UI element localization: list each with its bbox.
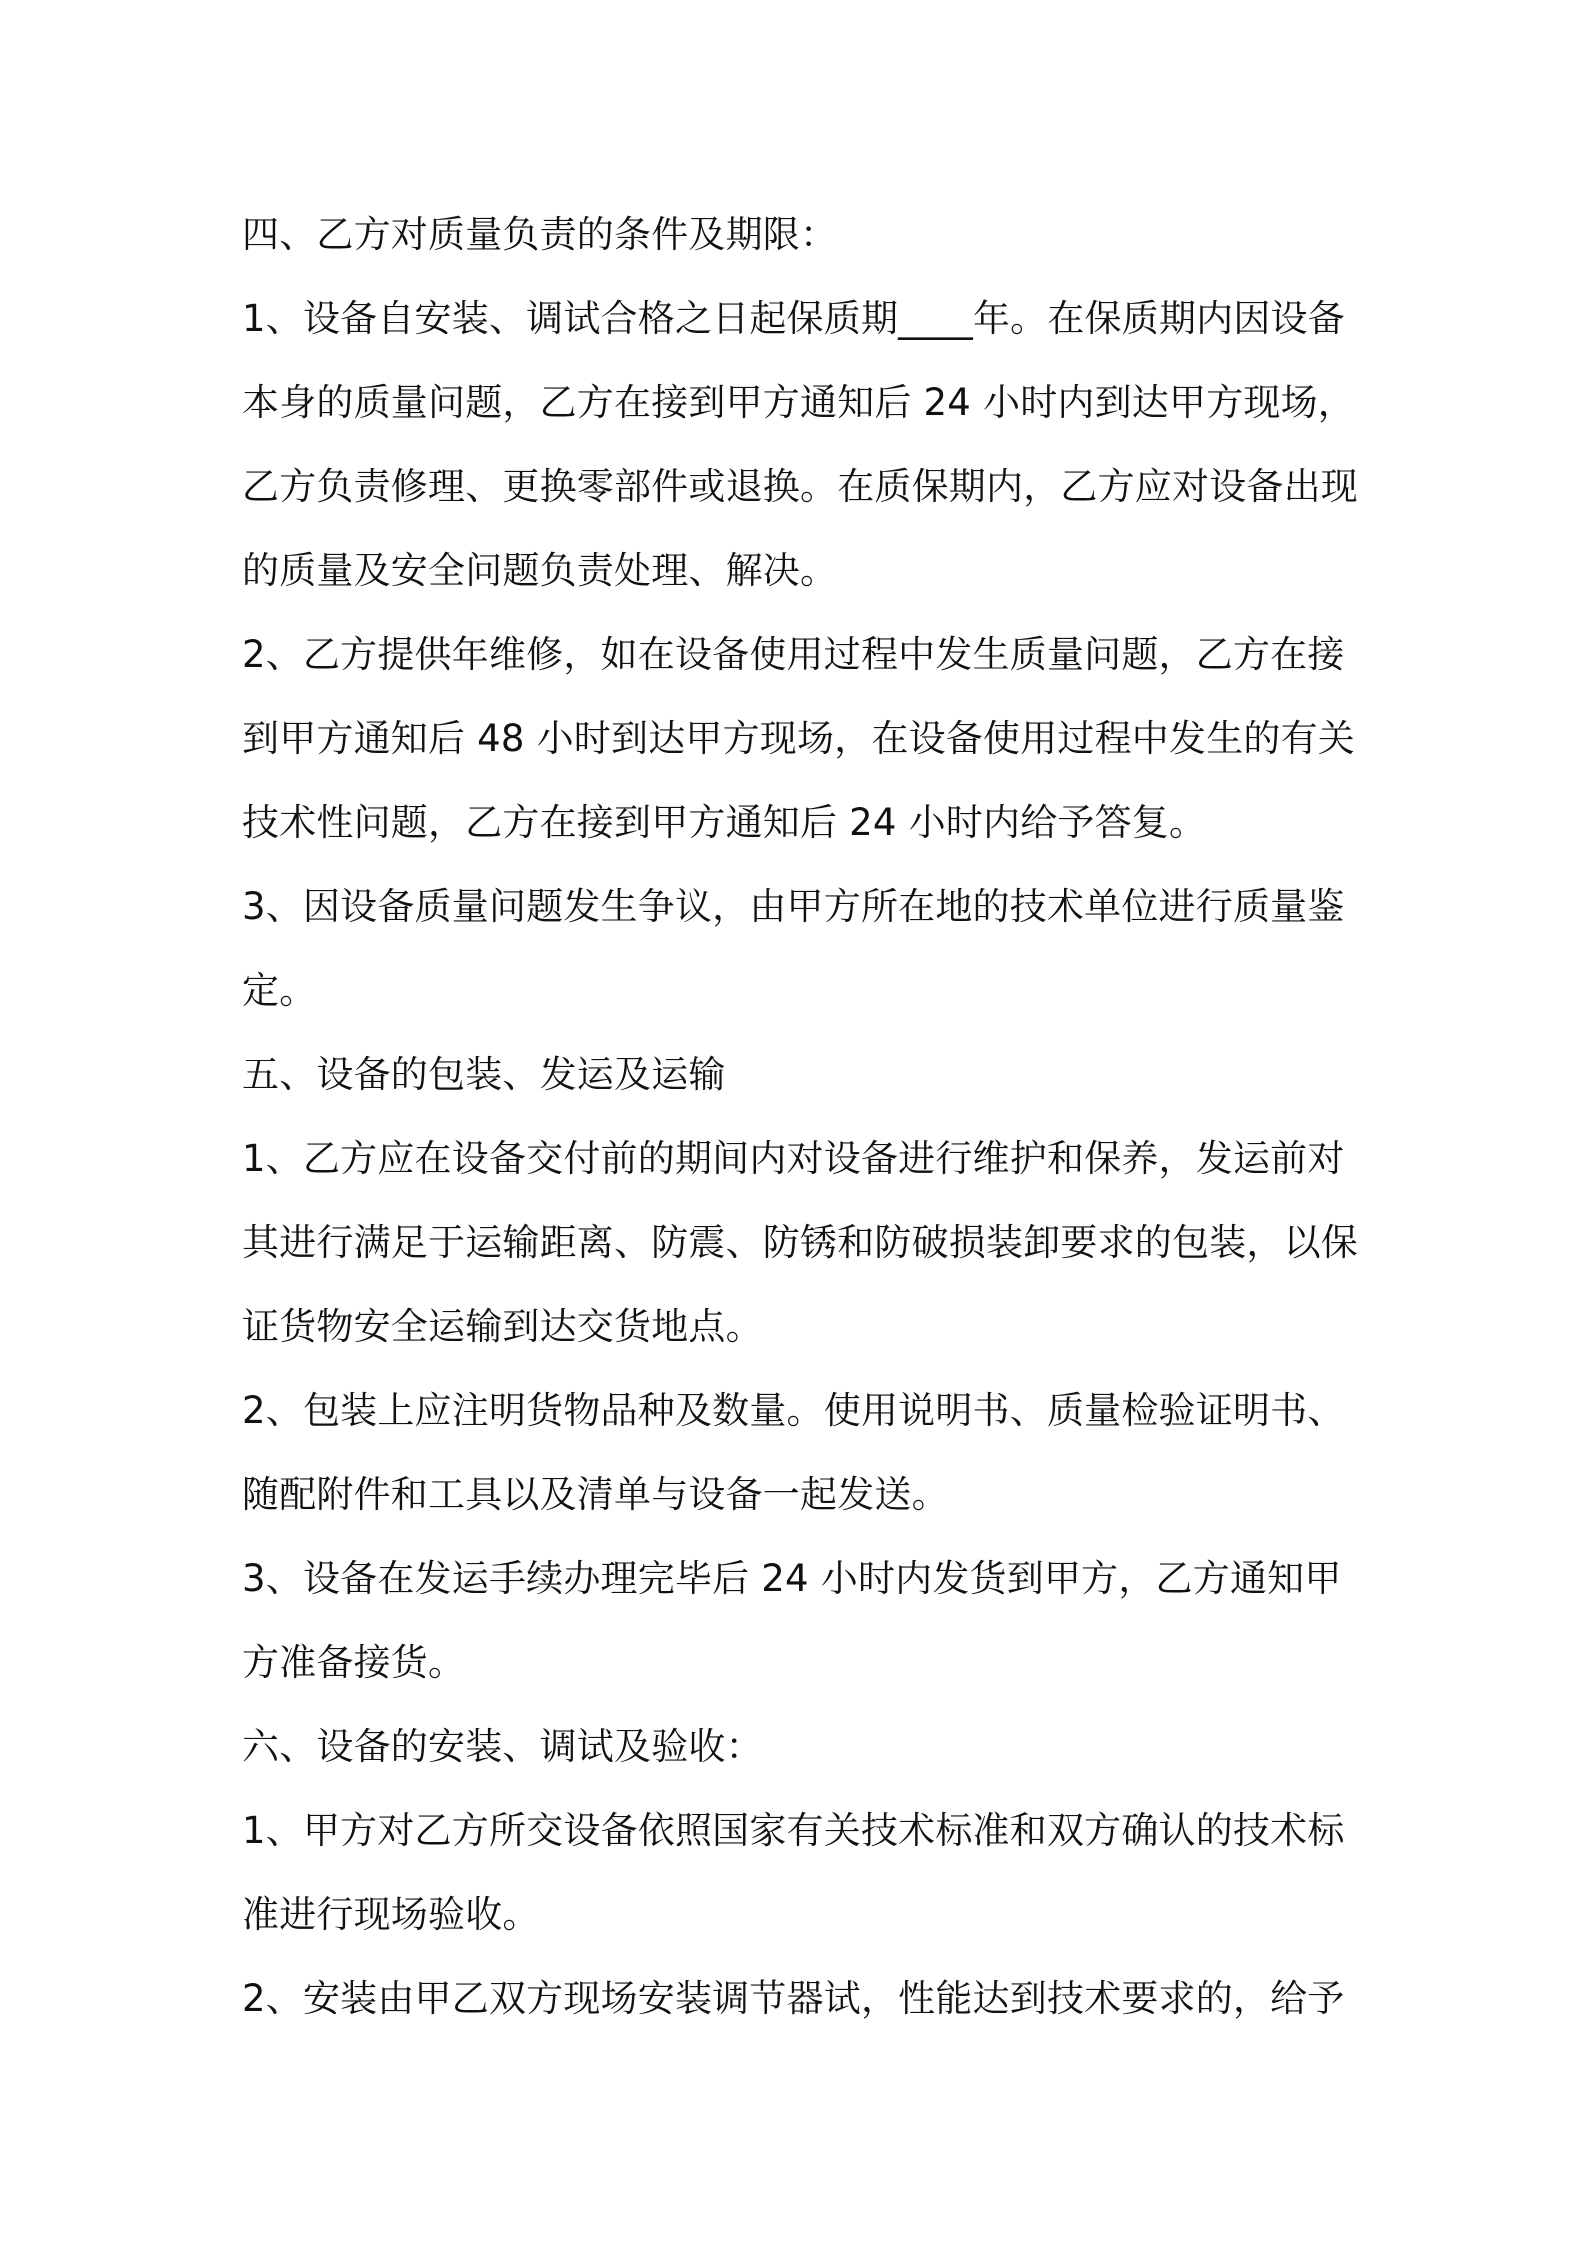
text-line: 1、设备自安装、调试合格之日起保质期____年。在保质期内因设备 (242, 297, 1345, 340)
section-heading-5: 五、设备的包装、发运及运输 (242, 1053, 726, 1096)
text-line: 技术性问题，乙方在接到甲方通知后 24 小时内给予答复。 (242, 801, 1207, 844)
text-line: 本身的质量问题，乙方在接到甲方通知后 24 小时内到达甲方现场， (242, 381, 1356, 424)
text-line: 1、甲方对乙方所交设备依照国家有关技术标准和双方确认的技术标 (242, 1809, 1345, 1852)
document-body (242, 193, 1358, 2041)
text-line: 1、乙方应在设备交付前的期间内对设备进行维护和保养，发运前对 (242, 1137, 1345, 1180)
text-line: 定。 (242, 969, 317, 1012)
text-line: 2、安装由甲乙双方现场安装调节器试，性能达到技术要求的，给予 (242, 1977, 1345, 2020)
text-line: 到甲方通知后 48 小时到达甲方现场，在设备使用过程中发生的有关 (242, 717, 1356, 760)
text-line: 方准备接货。 (242, 1641, 466, 1684)
text-line: 准进行现场验收。 (242, 1893, 540, 1936)
text-line: 3、设备在发运手续办理完毕后 24 小时内发货到甲方，乙方通知甲 (242, 1557, 1342, 1600)
text-line: 2、包装上应注明货物品种及数量。使用说明书、质量检验证明书、 (242, 1389, 1345, 1432)
text-line: 随配附件和工具以及清单与设备一起发送。 (242, 1473, 949, 1516)
text-line: 2、乙方提供年维修，如在设备使用过程中发生质量问题，乙方在接 (242, 633, 1345, 676)
text-line: 的质量及安全问题负责处理、解决。 (242, 549, 838, 592)
text-line: 3、因设备质量问题发生争议，由甲方所在地的技术单位进行质量鉴 (242, 885, 1345, 928)
text-line: 乙方负责修理、更换零部件或退换。在质保期内，乙方应对设备出现 (242, 465, 1358, 508)
text-line: 其进行满足于运输距离、防震、防锈和防破损装卸要求的包装，以保 (242, 1221, 1358, 1264)
section-heading-4: 四、乙方对质量负责的条件及期限： (242, 213, 838, 256)
text-line: 证货物安全运输到达交货地点。 (242, 1305, 763, 1348)
section-heading-6: 六、设备的安装、调试及验收： (242, 1725, 763, 1768)
